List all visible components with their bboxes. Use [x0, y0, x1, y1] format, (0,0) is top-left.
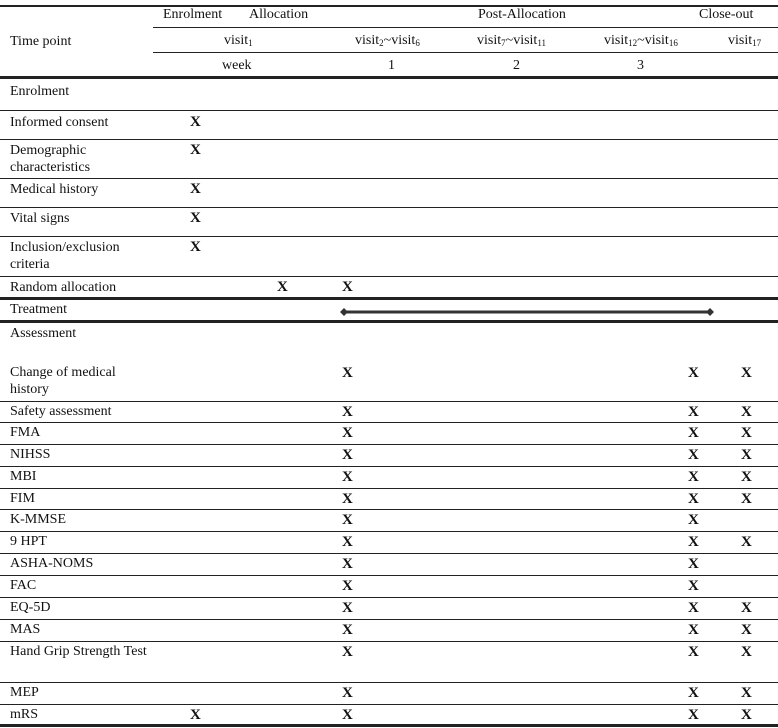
header-visit-17: visit$_{17}$ [728, 33, 762, 48]
row-label: Hand Grip Strength Test [10, 644, 147, 659]
schedule-mark: X [342, 707, 353, 723]
schedule-mark: X [342, 491, 353, 507]
schedule-mark: X [342, 556, 353, 572]
rule-row [0, 139, 778, 140]
schedule-mark: X [190, 707, 201, 723]
row-label: Change of medical history [10, 365, 116, 397]
row-label: FIM [10, 491, 35, 506]
treatment-end-marker [706, 308, 714, 316]
treatment-timeline [0, 302, 778, 322]
row-label: FMA [10, 425, 41, 440]
rule-header-sub [153, 27, 778, 28]
row-label: MBI [10, 469, 37, 484]
row-label: 9 HPT [10, 534, 47, 549]
schedule-mark: X [741, 404, 752, 420]
schedule-mark: X [688, 469, 699, 485]
section-assessment: Assessment [10, 326, 77, 341]
schedule-mark: X [277, 279, 288, 295]
rule-row [0, 236, 778, 237]
rule-row [0, 276, 778, 277]
rule-row [0, 704, 778, 705]
header-visit-1: visit$_1$ [224, 33, 253, 48]
schedule-mark: X [741, 600, 752, 616]
header-visit-7-11: visit$_7$~visit$_{11}$ [477, 33, 546, 48]
schedule-mark: X [342, 469, 353, 485]
header-allocation: Allocation [249, 7, 309, 22]
schedule-mark: X [688, 578, 699, 594]
section-treatment: Treatment [10, 302, 68, 317]
header-enrolment: Enrolment [163, 7, 223, 22]
header-week-1: 1 [388, 58, 395, 73]
schedule-mark: X [741, 365, 752, 381]
schedule-mark: X [342, 644, 353, 660]
row-label: EQ-5D [10, 600, 51, 615]
rule-row [0, 531, 778, 532]
rule-row [0, 488, 778, 489]
schedule-mark: X [342, 578, 353, 594]
header-week-label: week [222, 58, 252, 73]
header-week-2: 2 [513, 58, 520, 73]
schedule-mark: X [688, 707, 699, 723]
schedule-mark: X [342, 622, 353, 638]
rule-row [0, 297, 778, 300]
row-label: MEP [10, 685, 39, 700]
header-visit-12-16: visit$_{12}$~visit$_{16}$ [604, 33, 678, 48]
schedule-mark: X [342, 534, 353, 550]
schedule-mark: X [741, 469, 752, 485]
rule-row [0, 444, 778, 445]
row-label: mRS [10, 707, 39, 722]
header-time-point: Time point [10, 34, 72, 49]
row-label: K-MMSE [10, 512, 67, 527]
row-label: Vital signs [10, 211, 70, 226]
rule-row [0, 207, 778, 208]
row-label: FAC [10, 578, 37, 593]
header-visit-2-6: visit$_2$~visit$_6$ [355, 33, 420, 48]
schedule-mark: X [688, 600, 699, 616]
row-label: NIHSS [10, 447, 51, 462]
schedule-mark: X [342, 404, 353, 420]
schedule-mark: X [688, 512, 699, 528]
schedule-mark: X [190, 181, 201, 197]
row-label: ASHA-NOMS [10, 556, 94, 571]
schedule-mark: X [190, 239, 201, 255]
schedule-mark: X [688, 622, 699, 638]
rule-row [0, 724, 778, 727]
rule-row [0, 575, 778, 576]
schedule-mark: X [688, 491, 699, 507]
schedule-mark: X [688, 447, 699, 463]
row-label: Informed consent [10, 115, 109, 130]
rule-row [0, 682, 778, 683]
rule-row [0, 553, 778, 554]
schedule-mark: X [741, 447, 752, 463]
schedule-mark: X [688, 534, 699, 550]
schedule-mark: X [688, 644, 699, 660]
rule-row [0, 422, 778, 423]
treatment-start-marker [340, 308, 348, 316]
schedule-mark: X [342, 447, 353, 463]
rule-row [0, 597, 778, 598]
schedule-mark: X [688, 425, 699, 441]
rule-top [0, 5, 778, 7]
schedule-mark: X [190, 142, 201, 158]
schedule-mark: X [190, 210, 201, 226]
row-label: Safety assessment [10, 404, 112, 419]
header-close-out: Close-out [699, 7, 754, 22]
rule-row [0, 178, 778, 179]
rule-row [0, 401, 778, 402]
schedule-mark: X [342, 512, 353, 528]
header-post-allocation: Post-Allocation [478, 7, 566, 22]
schedule-mark: X [688, 685, 699, 701]
rule-row [0, 110, 778, 111]
schedule-mark: X [342, 685, 353, 701]
schedule-mark: X [688, 404, 699, 420]
row-label: MAS [10, 622, 41, 637]
schedule-mark: X [741, 685, 752, 701]
schedule-mark: X [342, 600, 353, 616]
schedule-mark: X [688, 556, 699, 572]
rule-row [0, 641, 778, 642]
header-week-3: 3 [637, 58, 644, 73]
rule-row [0, 619, 778, 620]
schedule-mark: X [342, 279, 353, 295]
row-label: Demographic characteristics [10, 143, 91, 175]
schedule-mark: X [342, 425, 353, 441]
schedule-mark: X [741, 491, 752, 507]
rule-header-bottom [0, 76, 778, 79]
rule-header-sub2 [153, 52, 778, 53]
schedule-mark: X [342, 365, 353, 381]
row-label: Inclusion/exclusion criteria [10, 240, 120, 272]
schedule-mark: X [190, 114, 201, 130]
row-label: Medical history [10, 182, 99, 197]
schedule-mark: X [741, 622, 752, 638]
row-label: Random allocation [10, 280, 117, 295]
schedule-mark: X [741, 644, 752, 660]
schedule-mark: X [741, 534, 752, 550]
schedule-mark: X [688, 365, 699, 381]
rule-row [0, 320, 778, 323]
section-enrolment: Enrolment [10, 84, 70, 99]
schedule-mark: X [741, 707, 752, 723]
rule-row [0, 466, 778, 467]
schedule-mark: X [741, 425, 752, 441]
rule-row [0, 509, 778, 510]
